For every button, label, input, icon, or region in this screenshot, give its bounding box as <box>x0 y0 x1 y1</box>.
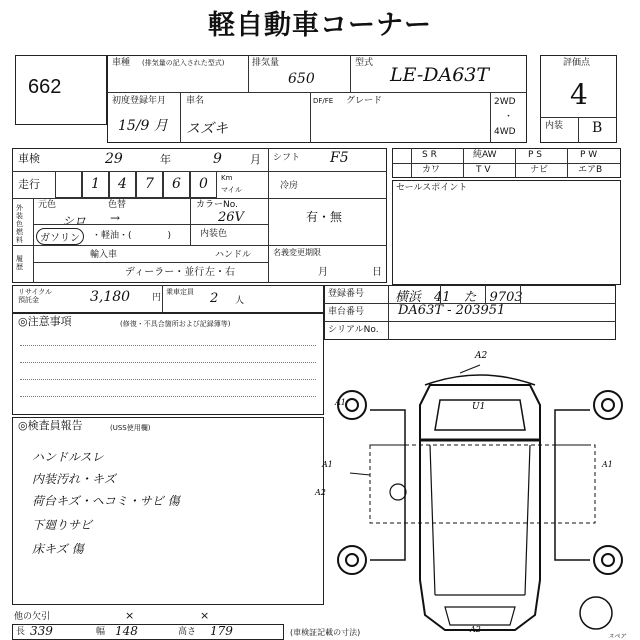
width-value: 148 <box>115 624 138 638</box>
grade-label: グレード <box>346 96 383 106</box>
equip-ps: P S <box>528 150 543 160</box>
wheel-rear-right <box>594 546 622 574</box>
shift-label: シフト <box>273 153 301 163</box>
length-label: 長 <box>16 627 26 637</box>
shaken-month-value: 9 <box>213 151 222 167</box>
mileage-unit-mile: マイル <box>221 186 242 194</box>
drive-separator: ・ <box>504 112 514 122</box>
handle-label: ハンドル <box>215 250 252 260</box>
import-label: 輸入車 <box>90 250 118 260</box>
odometer-digit: 6 <box>172 176 181 192</box>
inspector-circle-icon: ◎ <box>18 419 28 432</box>
name-change-month: 月 <box>318 267 328 278</box>
drive-2wd: 2WD <box>494 97 516 107</box>
recycle-value: 3,180 <box>90 289 131 305</box>
odometer-digit: 1 <box>91 176 100 192</box>
inspector-line: 内装汚れ・キズ <box>32 472 116 486</box>
type-code: LE-DA63T <box>390 64 490 86</box>
model-sublabel: (排気量の記入された型式) <box>142 59 225 67</box>
deduction-x2: × <box>200 609 210 622</box>
bed-rail-right <box>525 445 530 595</box>
sales-point-box <box>392 180 621 285</box>
mark-label: U1 <box>472 402 486 412</box>
spare-label: スペア <box>608 633 627 640</box>
dealer-option: ディーラー・並行 <box>125 267 205 278</box>
mark-label: A1 <box>335 398 346 407</box>
car-name-value: スズキ <box>186 121 228 137</box>
fuel-selected-text: ガソリン <box>40 233 80 244</box>
aircon-label: 冷房 <box>280 181 299 191</box>
other-deduction-label: 他の欠引 <box>14 612 51 622</box>
interior-color-label: 内装色 <box>200 229 228 239</box>
serial-label: シリアルNo. <box>328 325 379 335</box>
notes-box <box>12 313 324 415</box>
inspector-line: 下廻りサビ <box>32 518 93 532</box>
mileage-unit-km: Km <box>221 174 233 182</box>
equip-airbag: エアB <box>578 165 603 175</box>
bed-rail-left <box>430 445 435 595</box>
mark-label: A1 <box>602 460 613 469</box>
color-code-value: 26V <box>218 210 244 225</box>
shaken-label: 車検 <box>18 152 40 165</box>
sales-point-label: セールスポイント <box>396 183 468 193</box>
wheel-rear-left <box>338 546 366 574</box>
interior-grade: B <box>592 120 603 136</box>
score-value: 4 <box>570 78 588 111</box>
original-color-label: 元色 <box>38 200 57 210</box>
color-arrow: → <box>110 211 121 225</box>
equip-aw: 純AW <box>473 150 497 160</box>
wheel-front-right <box>594 391 622 419</box>
original-color-value: シロ <box>62 214 87 228</box>
score-label: 評価点 <box>563 58 591 68</box>
recycle-unit: 円 <box>152 293 162 303</box>
shaken-year-unit: 年 <box>160 153 171 166</box>
first-reg-label: 初度登録年月 <box>112 96 167 106</box>
equip-leather: カワ <box>422 165 441 175</box>
plate-label: 登録番号 <box>328 289 365 299</box>
dimensions-note: (車検証記載の寸法) <box>290 628 361 637</box>
recycle-label: リサイクル預託金 <box>18 288 53 304</box>
page-title: 軽自動車コーナー <box>208 10 432 41</box>
width-label: 幅 <box>96 627 106 637</box>
inspector-sublabel: (USS使用欄) <box>110 424 151 432</box>
equip-navi: ナビ <box>530 165 549 175</box>
lot-number: 662 <box>28 76 62 98</box>
history-label: 履歴 <box>16 255 23 271</box>
deduction-x1: × <box>125 609 135 622</box>
notes-circle-icon: ◎ <box>18 315 28 328</box>
mark-label: A2 <box>470 625 481 634</box>
model-label: 車種 <box>112 58 131 68</box>
body-outline <box>420 385 540 630</box>
equip-pw: P W <box>580 150 598 160</box>
shaken-month-unit: 月 <box>250 153 261 166</box>
right-door <box>555 410 590 560</box>
fuel-label: 燃料 <box>16 228 23 244</box>
capacity-unit: 人 <box>235 296 245 306</box>
mark-label: A1 <box>322 460 333 469</box>
equip-tv: T V <box>476 165 491 175</box>
color-choice: 有・無 <box>306 210 343 224</box>
handle-option: 左・右 <box>205 267 235 278</box>
equip-sr: S R <box>422 150 437 160</box>
odometer-digit: 0 <box>199 176 208 192</box>
interior-label: 内装 <box>545 121 564 131</box>
odometer-digit: 4 <box>118 176 127 192</box>
height-label: 高さ <box>178 627 197 637</box>
drive-4wd: 4WD <box>494 127 516 137</box>
shaken-year-value: 29 <box>105 151 123 167</box>
fuel-selected <box>36 228 84 245</box>
color-code-label: カラーNo. <box>196 200 238 210</box>
fuel-options: ・軽油・( ) <box>92 231 172 241</box>
inspector-label <box>18 421 83 431</box>
name-change-day: 日 <box>372 267 382 278</box>
plate-value: 横浜 41 た 9703 <box>395 290 523 305</box>
name-change-label: 名義変更期限 <box>273 248 321 257</box>
inspector-line: ハンドルスレ <box>32 450 104 464</box>
front-hood <box>425 375 535 385</box>
odometer-digit: 7 <box>145 176 154 192</box>
inspector-box <box>12 417 324 605</box>
capacity-value: 2 <box>210 291 219 306</box>
chassis-value: DA63T - 203951 <box>398 303 506 318</box>
displacement-label: 排気量 <box>252 58 280 68</box>
notes-label <box>18 317 72 327</box>
inspector-label-text: 検査員報告 <box>27 419 83 432</box>
capacity-label: 乗車定員 <box>166 288 194 296</box>
type-label: 型式 <box>355 58 374 68</box>
inspector-line: 荷台キズ・ヘコミ・サビ 傷 <box>32 494 180 508</box>
height-value: 179 <box>210 624 233 638</box>
notes-label-text: 注意事項 <box>27 315 72 328</box>
mark-label: A2 <box>475 351 488 361</box>
mileage-label: 走行 <box>18 178 40 191</box>
exterior-color-label: 外装色 <box>16 204 23 228</box>
length-value: 339 <box>30 624 53 638</box>
mark-label: A2 <box>315 488 326 497</box>
displacement-value: 650 <box>288 71 315 87</box>
shift-value: F5 <box>330 150 349 166</box>
rear-bumper <box>445 607 515 625</box>
first-reg-value: 15/9 月 <box>118 118 168 134</box>
chassis-label: 車台番号 <box>328 307 365 317</box>
car-name-label: 車名 <box>186 96 205 106</box>
notes-sublabel: (修復・不具合箇所および記録簿等) <box>120 320 231 328</box>
fuel-type-label: DF/FE <box>313 97 334 105</box>
color-change-label: 色替 <box>108 200 127 210</box>
spare-tire <box>580 597 612 629</box>
inspector-line: 床キズ 傷 <box>32 542 84 556</box>
left-door <box>370 410 405 560</box>
